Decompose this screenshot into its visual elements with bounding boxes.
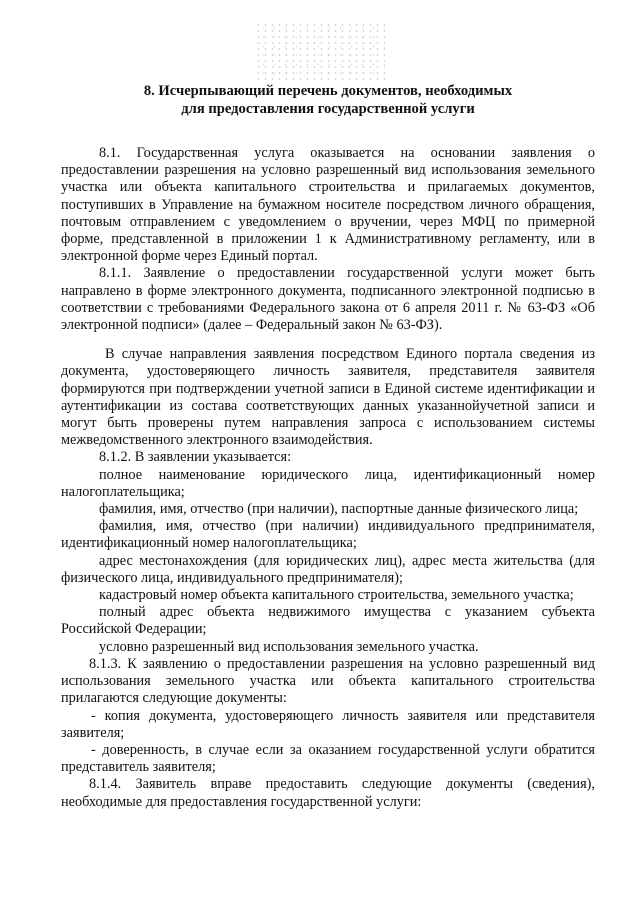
list-item: полный адрес объекта недвижимого имущества с указанием субъекта Российской Федерации; bbox=[61, 604, 595, 638]
paragraph-8-1: 8.1. Государственная услуга оказывается на основании заявления о предоставлении разрешения на условно разрешенный вид использования земельного участка или объекта капитального строительства и прилагаемых документов, поступивших в Управление на бумажном носителе посредством личного обращения, почтовым отправлением с уведомлением о вручении, через МФЦ по примерной форме, представленной в приложении 1 к Административному регламенту, или в электронной форме через Единый портал. bbox=[61, 145, 595, 265]
section-title-line1: 8. Исчерпывающий перечень документов, необходимых bbox=[143, 83, 513, 99]
list-item: - доверенность, в случае если за оказанием государственной услуги обратится представитель заявителя; bbox=[61, 741, 595, 776]
list-item: - копия документа, удостоверяющего личность заявителя или представителя заявителя; bbox=[61, 707, 595, 741]
section-title bbox=[61, 83, 595, 118]
list-item: фамилия, имя, отчество (при наличии), паспортные данные физического лица; bbox=[99, 501, 579, 518]
paragraph-8-1-1: 8.1.1. Заявление о предоставлении государственной услуги может быть направлено в форме электронного документа, подписанного электронной подписью в соответствии с требованиями Федерального закона от 6 апреля 2011 г. № 63-ФЗ «Об электронной подписи» (далее – Федеральный закон № 63-ФЗ). bbox=[61, 265, 595, 334]
scan-noise bbox=[255, 22, 385, 80]
list-item: адрес местонахождения (для юридических лиц), адрес места жительства (для физического лица, индивидуального предпринимателя); bbox=[61, 552, 595, 586]
list-item: условно разрешенный вид использования земельного участка. bbox=[99, 638, 479, 655]
list-item: фамилия, имя, отчество (при наличии) индивидуального предпринимателя, идентификационный номер налогоплательщика; bbox=[61, 518, 595, 552]
list-item: кадастровый номер объекта капитального строительства, земельного участка; bbox=[99, 587, 574, 604]
section-title-line2: для предоставления государственной услуги bbox=[181, 100, 475, 117]
paragraph-8-1-2: 8.1.2. В заявлении указывается: bbox=[99, 449, 292, 466]
list-item: полное наименование юридического лица, идентификационный номер налогоплательщика; bbox=[61, 466, 595, 500]
paragraph-8-1-4: 8.1.4. Заявитель вправе предоставить следующие документы (сведения), необходимые для предоставления государственной услуги: bbox=[61, 776, 595, 810]
paragraph-8-1-3: 8.1.3. К заявлению о предоставлении разрешения на условно разрешенный вид использования земельного участка или объекта капитального строительства прилагаются следующие документы: bbox=[61, 655, 595, 707]
paragraph-8-1-1-b: В случае направления заявления посредством Единого портала сведения из документа, удостоверяющего личность заявителя, представителя заявителя формируются при подтверждении учетной записи в Единой системе идентификации и аутентификации из состава соответствующих данных указаннойучетной записи и могут быть проверены путем направления запроса с использованием системы межведомственного электронного взаимодействия. bbox=[61, 346, 595, 449]
document-page bbox=[61, 83, 595, 811]
